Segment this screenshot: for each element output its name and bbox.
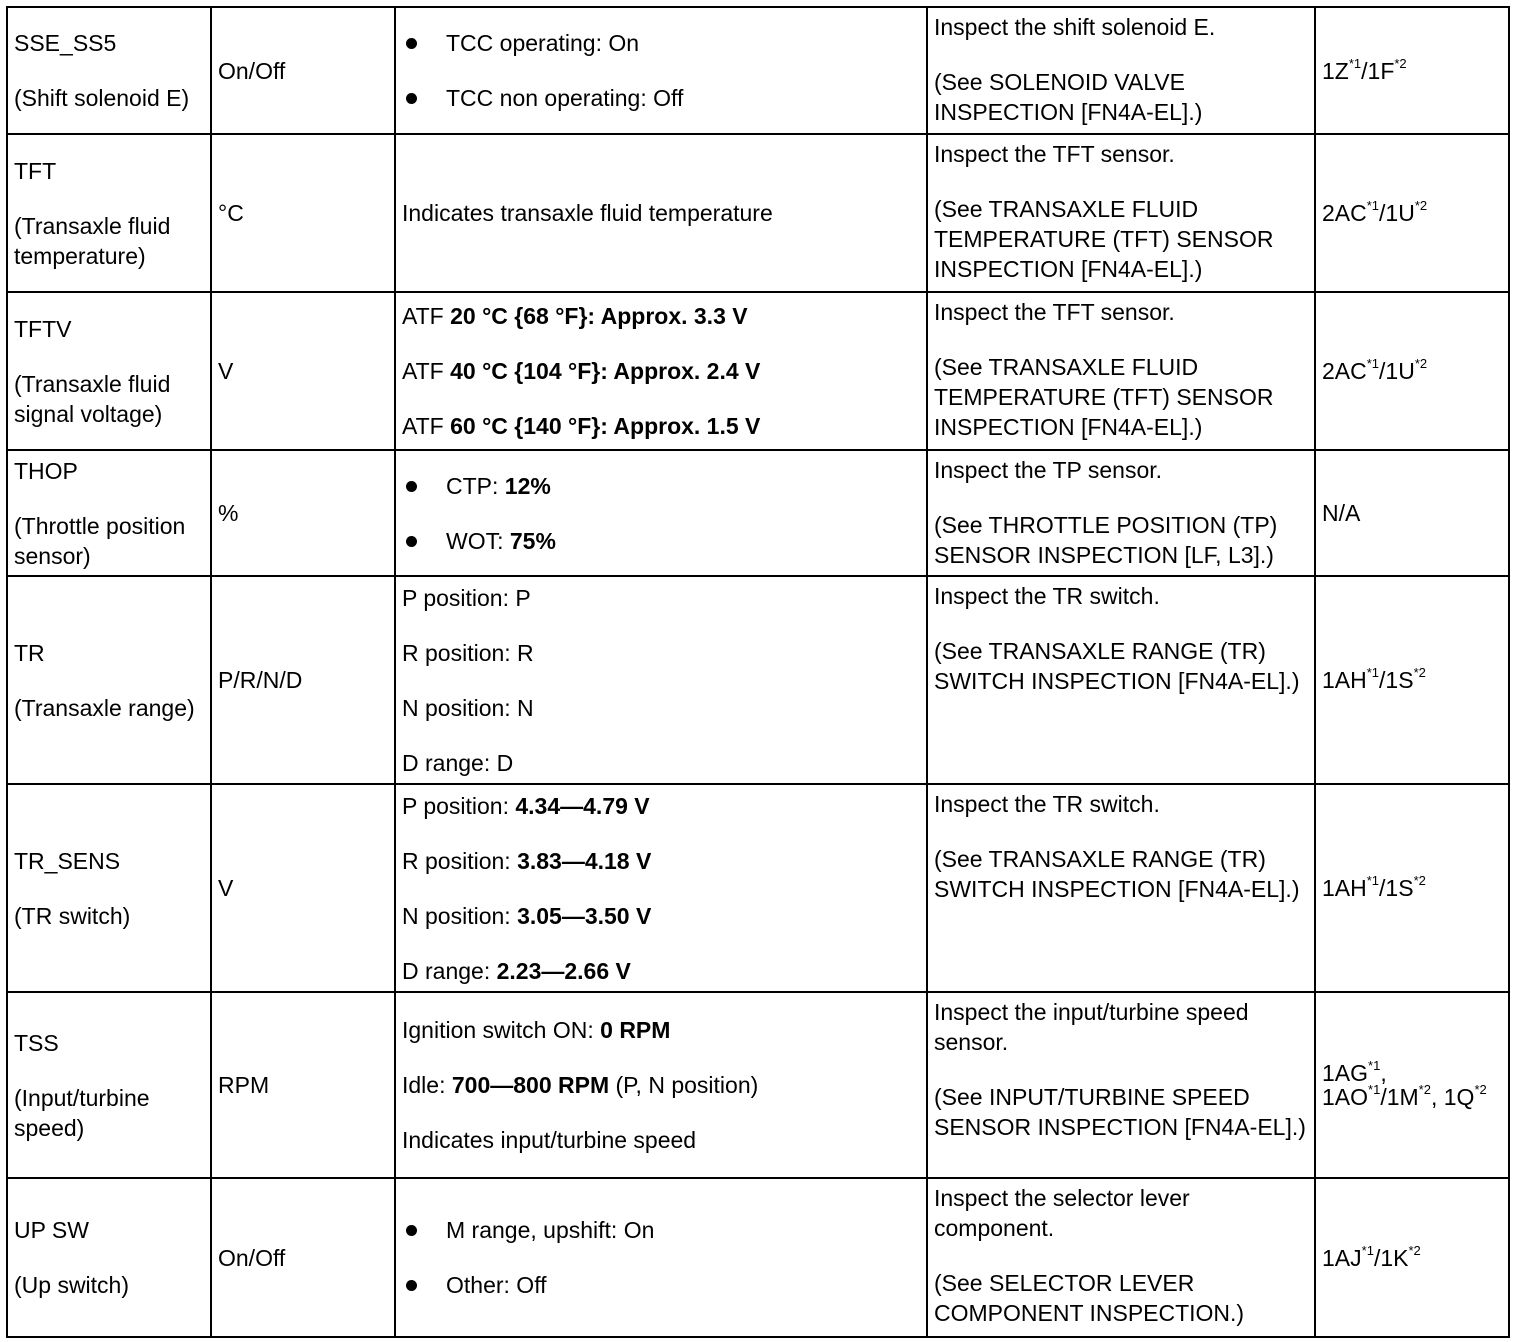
condition-cell: CTP: 12% WOT: 75%: [395, 450, 927, 576]
action-cell: Inspect the TR switch. (See TRANSAXLE RANGE (TR) SWITCH INSPECTION [FN4A-EL].): [927, 784, 1315, 992]
terminal-cell: $1AJ^{*1}/1K^{*2}$: [1315, 1178, 1509, 1337]
item-name-cell: THOP (Throttle position sensor): [7, 450, 211, 576]
action-cell: Inspect the input/turbine speed sensor. (See INPUT/TURBINE SPEED SENSOR INSPECTION [FN4A-EL].): [927, 992, 1315, 1178]
item-name-cell: TR (Transaxle range): [7, 576, 211, 784]
condition-cell: M range, upshift: On Other: Off: [395, 1178, 927, 1337]
unit-cell: On/Off: [211, 1178, 395, 1337]
action-cell: Inspect the TP sensor. (See THROTTLE POSITION (TP) SENSOR INSPECTION [LF, L3].): [927, 450, 1315, 576]
monitor-item-table: [6, 6, 1510, 1338]
condition-cell: P position: P R position: R N position: N D range: D: [395, 576, 927, 784]
terminal-cell: $1AH^{*1}/1S^{*2}$: [1315, 576, 1509, 784]
terminal-cell: N/A: [1315, 450, 1509, 576]
action-cell: Inspect the TFT sensor. (See TRANSAXLE FLUID TEMPERATURE (TFT) SENSOR INSPECTION [FN4A-EL].): [927, 134, 1315, 292]
unit-cell: °C: [211, 134, 395, 292]
unit-cell: RPM: [211, 992, 395, 1178]
table-row: [7, 450, 1509, 576]
unit-cell: P/R/N/D: [211, 576, 395, 784]
unit-cell: V: [211, 784, 395, 992]
item-name-cell: UP SW (Up switch): [7, 1178, 211, 1337]
item-name-cell: TR_SENS (TR switch): [7, 784, 211, 992]
unit-cell: %: [211, 450, 395, 576]
table-row: [7, 784, 1509, 992]
item-name-cell: TFTV (Transaxle fluid signal voltage): [7, 292, 211, 450]
terminal-cell: $2AC^{*1}/1U^{*2}$: [1315, 292, 1509, 450]
table-row: [7, 576, 1509, 784]
condition-cell: Ignition switch ON: 0 RPM Idle: 700—800 RPM (P, N position) Indicates input/turbine speed: [395, 992, 927, 1178]
condition-cell: TCC operating: On TCC non operating: Off: [395, 7, 927, 134]
unit-cell: V: [211, 292, 395, 450]
unit-cell: On/Off: [211, 7, 395, 134]
terminal-cell: $2AC^{*1}/1U^{*2}$: [1315, 134, 1509, 292]
condition-cell: P position: 4.34—4.79 V R position: 3.83—4.18 V N position: 3.05—3.50 V D range: 2.23—2.66 V: [395, 784, 927, 992]
table-row: [7, 292, 1509, 450]
table-row: [7, 7, 1509, 134]
condition-cell: ATF 20 °C {68 °F}: Approx. 3.3 V ATF 40 °C {104 °F}: Approx. 2.4 V ATF 60 °C {140 °F}: Approx. 1.5 V: [395, 292, 927, 450]
item-name-cell: TFT (Transaxle fluid temperature): [7, 134, 211, 292]
condition-cell: Indicates transaxle fluid temperature: [395, 134, 927, 292]
action-cell: Inspect the TFT sensor. (See TRANSAXLE FLUID TEMPERATURE (TFT) SENSOR INSPECTION [FN4A-EL].): [927, 292, 1315, 450]
table-row: [7, 992, 1509, 1178]
item-name-cell: SSE_SS5 (Shift solenoid E): [7, 7, 211, 134]
action-cell: Inspect the selector lever component. (See SELECTOR LEVER COMPONENT INSPECTION.): [927, 1178, 1315, 1337]
terminal-cell: $1Z^{*1}/1F^{*2}$: [1315, 7, 1509, 134]
item-name-cell: TSS (Input/turbine speed): [7, 992, 211, 1178]
table-row: [7, 1178, 1509, 1337]
table-row: [7, 134, 1509, 292]
action-cell: Inspect the shift solenoid E. (See SOLENOID VALVE INSPECTION [FN4A-EL].): [927, 7, 1315, 134]
terminal-cell: 1AG$^{*1}$, $1AO^{*1}/1M^{*2}$, $1Q^{*2}$: [1315, 992, 1509, 1178]
action-cell: Inspect the TR switch. (See TRANSAXLE RANGE (TR) SWITCH INSPECTION [FN4A-EL].): [927, 576, 1315, 784]
terminal-cell: $1AH^{*1}/1S^{*2}$: [1315, 784, 1509, 992]
